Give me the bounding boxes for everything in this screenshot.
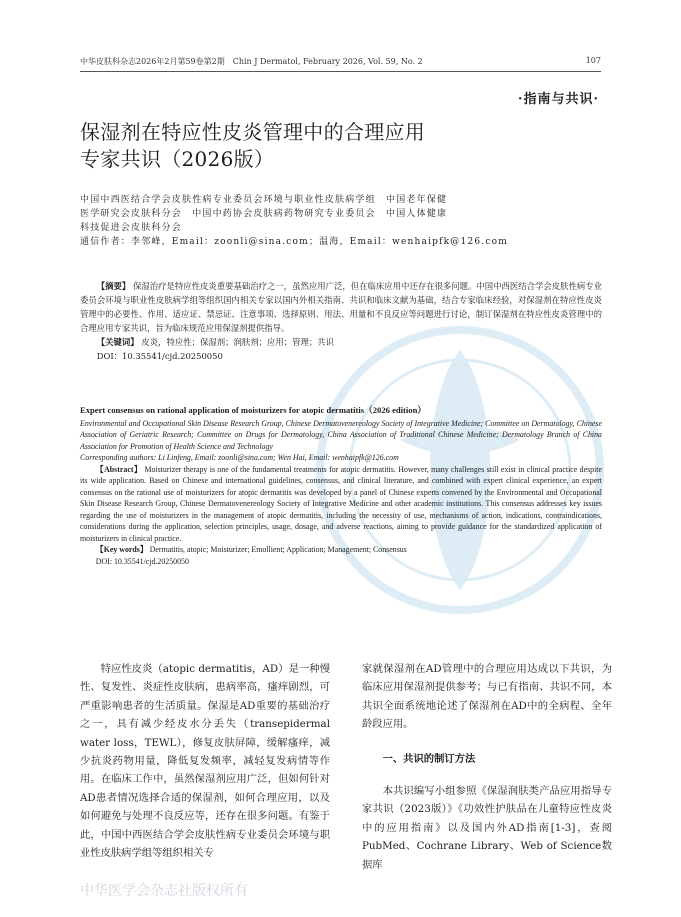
section-label: ·指南与共识· (517, 92, 599, 107)
page-number: 107 (585, 56, 601, 65)
english-abstract-text: Moisturizer therapy is one of the fundamental treatments for atopic dermatitis. However, many challenges still exist in clinical practice despite its wide application. Based on Chinese and international guidelines, consensus, and clinical literature, and combined with expert clinical experience, an expert consensus on the rational use of moisturizers for atopic dermatitis was developed by a panel of Chinese experts convened by the Environmental and Occupational Skin Disease Research Group, Chinese Dermatovenereology Society of Integrative Medicine and other academic institutions. This consensus addresses key issues regarding the use of moisturizers in the management of atopic dermatitis, including the necessity of use, mechanisms of action, indications, contraindications, considerations during the application, selection principles, usage, dosage, and adverse reactions, aiming to provide guidance for the standardized application of moisturizers in clinical practice. (80, 464, 602, 543)
affiliations (80, 193, 600, 249)
body-paragraph-intro: 特应性皮炎（atopic dermatitis，AD）是一种慢性、复发性、炎症性皮肤病，患病率高，瘙痒剧烈，可严重影响患者的生活质量。保湿是AD重要的基础治疗之一，具有减少经皮水分丢失（transepidermal water loss，TEWL），修复皮肤屏障，缓解瘙痒，减少抗炎药物用量，降低复发频率，减轻复发病情等作用。在临床工作中，虽然保湿剂应用广泛，但如何针对AD患者情况选择合适的保湿剂，如何合理应用，以及如何避免与处理不良反应等，还存在很多问题。有鉴于此，中国中西医结合学会皮肤性病专业委员会环境与职业性皮肤病学组等组织相关专 (80, 663, 330, 860)
body-column-left (80, 660, 330, 862)
article-title (80, 119, 425, 173)
abstract-chinese (80, 279, 602, 363)
running-header (80, 56, 601, 70)
english-abstract-paragraph (80, 464, 602, 545)
section-heading-methods: 一、共识的制订方法 (382, 752, 476, 765)
english-title: Expert consensus on rational application of moisturizers for atopic dermatitis（2026 edition） (80, 405, 426, 415)
keywords-cn (80, 335, 602, 349)
journal-info: 中华皮肤科杂志2026年2月第59卷第2期 Chin J Dermatol, February 2026, Vol. 59, No. 2 (80, 57, 423, 66)
abstract-cn-label: 【摘要】 (96, 281, 131, 291)
affiliation-line-1: 中国中西医结合学会皮肤性病专业委员会环境与职业性皮肤病学组 中国老年保健 (80, 195, 448, 205)
english-keywords-label: 【Key words】 (95, 545, 148, 554)
abstract-cn-paragraph (80, 279, 602, 335)
body-column-right (362, 660, 612, 874)
body-paragraph-methods: 本共识编写小组参照《保湿润肤类产品应用指导专家共识（2023版）》《功效性护肤品在儿童特应性皮炎中的应用指南》以及国内外AD指南[1-3]，查阅PubMed、Cochrane Library、Web of Science数据库 (362, 785, 612, 871)
english-abstract-label: 【Abstract】 (95, 464, 143, 474)
corresponding-line: 通信作者：李邻峰，Email：zoonli@sina.com；温海，Email：wenhaipfk@126.com (80, 237, 508, 247)
english-doi: DOI: 10.35541/cjd.20250050 (95, 556, 189, 566)
title-line-1: 保湿剂在特应性皮炎管理中的合理应用 (80, 120, 426, 144)
doi-cn: DOI：10.35541/cjd.20250050 (96, 351, 223, 361)
english-keywords-text: Dermatitis, atopic; Moisturizer; Emollient; Application; Management; Consensus (149, 545, 407, 554)
keywords-cn-label: 【关键词】 (96, 337, 139, 347)
abstract-english (80, 405, 602, 567)
english-authors: Environmental and Occupational Skin Disease Research Group, Chinese Dermatovenereology Society of Integrative Medicine; Committee on Dermatology, Chinese Association of Geriatric Research; Committee on Drugs for Dermatology, China Association of Traditional Chinese Medicine; Dermatology Branch of China Association for Promotion of Health Science and Technology (80, 418, 602, 451)
keywords-cn-text: 皮炎，特应性；保湿剂；润肤剂；应用；管理；共识 (141, 337, 334, 347)
abstract-cn-text: 保湿治疗是特应性皮炎重要基础治疗之一，虽然应用广泛，但在临床应用中还存在很多问题。中国中西医结合学会皮肤性病专业委员会环境与职业性皮肤病学组等组织国内相关专家以国内外相关指南、共识和临床文献为基础，结合专家临床经验，对保湿剂在特应性皮炎管理中的必要性、作用、适应证、禁忌证、注意事项、选择原则、用法、用量和不良反应等问题进行讨论，制订保湿剂在特应性皮炎管理中的合理应用专家共识，旨为临床规范应用保湿剂提供指导。 (80, 281, 603, 333)
copyright-watermark: 中华医学会杂志社版权所有 (80, 883, 248, 899)
affiliation-line-3: 科技促进会皮肤科分会 (80, 223, 183, 233)
title-line-2: 专家共识（2026版） (80, 147, 275, 171)
header-rule (80, 71, 601, 72)
affiliation-line-2: 医学研究会皮肤科分会 中国中药协会皮肤病药物研究专业委员会 中国人体健康 (80, 209, 448, 219)
english-keywords (80, 544, 602, 556)
english-corresponding: Corresponding authors: Li Linfeng, Email: zoonli@sina.com; Wen Hai, Email: wenhaipfk@126.com (80, 453, 399, 462)
body-paragraph-continued: 家就保湿剂在AD管理中的合理应用达成以下共识，为临床应用保湿剂提供参考；与已有指南、共识不同，本共识全面系统地论述了保湿剂在AD中的全病程、全年龄段应用。 (362, 663, 612, 731)
